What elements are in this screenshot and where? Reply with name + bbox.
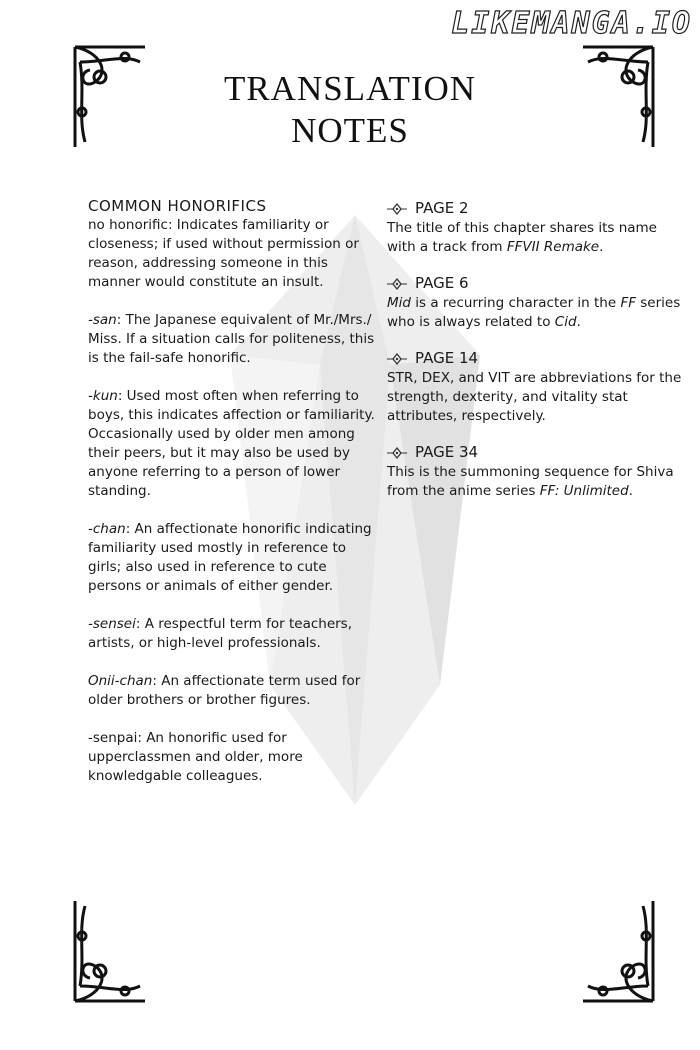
page-label: PAGE 34	[415, 443, 479, 461]
honorific-entry: no honorific: Indicates familiarity or closeness; if used without permission or reason, addressing someone in this manner would constitute an insult.	[88, 217, 359, 290]
page-label: PAGE 2	[415, 199, 469, 217]
page-note	[387, 199, 687, 257]
honorifics-column	[88, 197, 378, 805]
page-note	[387, 349, 687, 426]
diamond-bullet-icon	[387, 352, 407, 366]
honorifics-heading: COMMON HONORIFICS	[88, 197, 267, 215]
note-text: STR, DEX, and VIT are abbreviations for the strength, dexterity, and vitality stat attributes, respectively.	[387, 370, 682, 424]
honorific-entry: -kun: Used most often when referring to boys, this indicates affection or familiarity. Occasionally used by older men among their peers, but it may also be used by anyone referring to a person of lower standing.	[88, 388, 375, 499]
honorific-entry: -chan: An affectionate honorific indicating familiarity used mostly in reference to girls; also used in reference to cute persons or animals of either gender.	[88, 521, 372, 594]
title-line-1: TRANSLATION	[223, 69, 477, 108]
diamond-bullet-icon	[387, 277, 407, 291]
honorific-entry: Onii-chan: An affectionate term used for older brothers or brother figures.	[88, 673, 361, 708]
note-text: Mid is a recurring character in the FF series who is always related to Cid.	[387, 295, 681, 330]
page-label: PAGE 14	[415, 349, 479, 367]
title-line-2: NOTES	[291, 111, 409, 150]
site-watermark: LIKEMANGA.IO	[451, 6, 692, 41]
honorific-entry: -sensei: A respectful term for teachers, artists, or high-level professionals.	[88, 616, 352, 651]
diamond-bullet-icon	[387, 202, 407, 216]
ornament-bottom-left	[70, 896, 150, 1006]
page-note	[387, 443, 687, 501]
ornament-bottom-right	[578, 896, 658, 1006]
honorific-entry: -senpai: An honorific used for upperclassmen and older, more knowledgable colleagues.	[88, 730, 303, 784]
note-text: The title of this chapter shares its name with a track from FFVII Remake.	[387, 220, 657, 255]
page-note	[387, 274, 687, 332]
page-title	[0, 68, 700, 152]
note-text: This is the summoning sequence for Shiva from the anime series FF: Unlimited.	[387, 464, 674, 499]
honorific-entry: -san: The Japanese equivalent of Mr./Mrs./ Miss. If a situation calls for politeness, this is the fail-safe honorific.	[88, 312, 375, 366]
diamond-bullet-icon	[387, 446, 407, 460]
page-label: PAGE 6	[415, 274, 469, 292]
page-notes-column	[387, 199, 687, 518]
